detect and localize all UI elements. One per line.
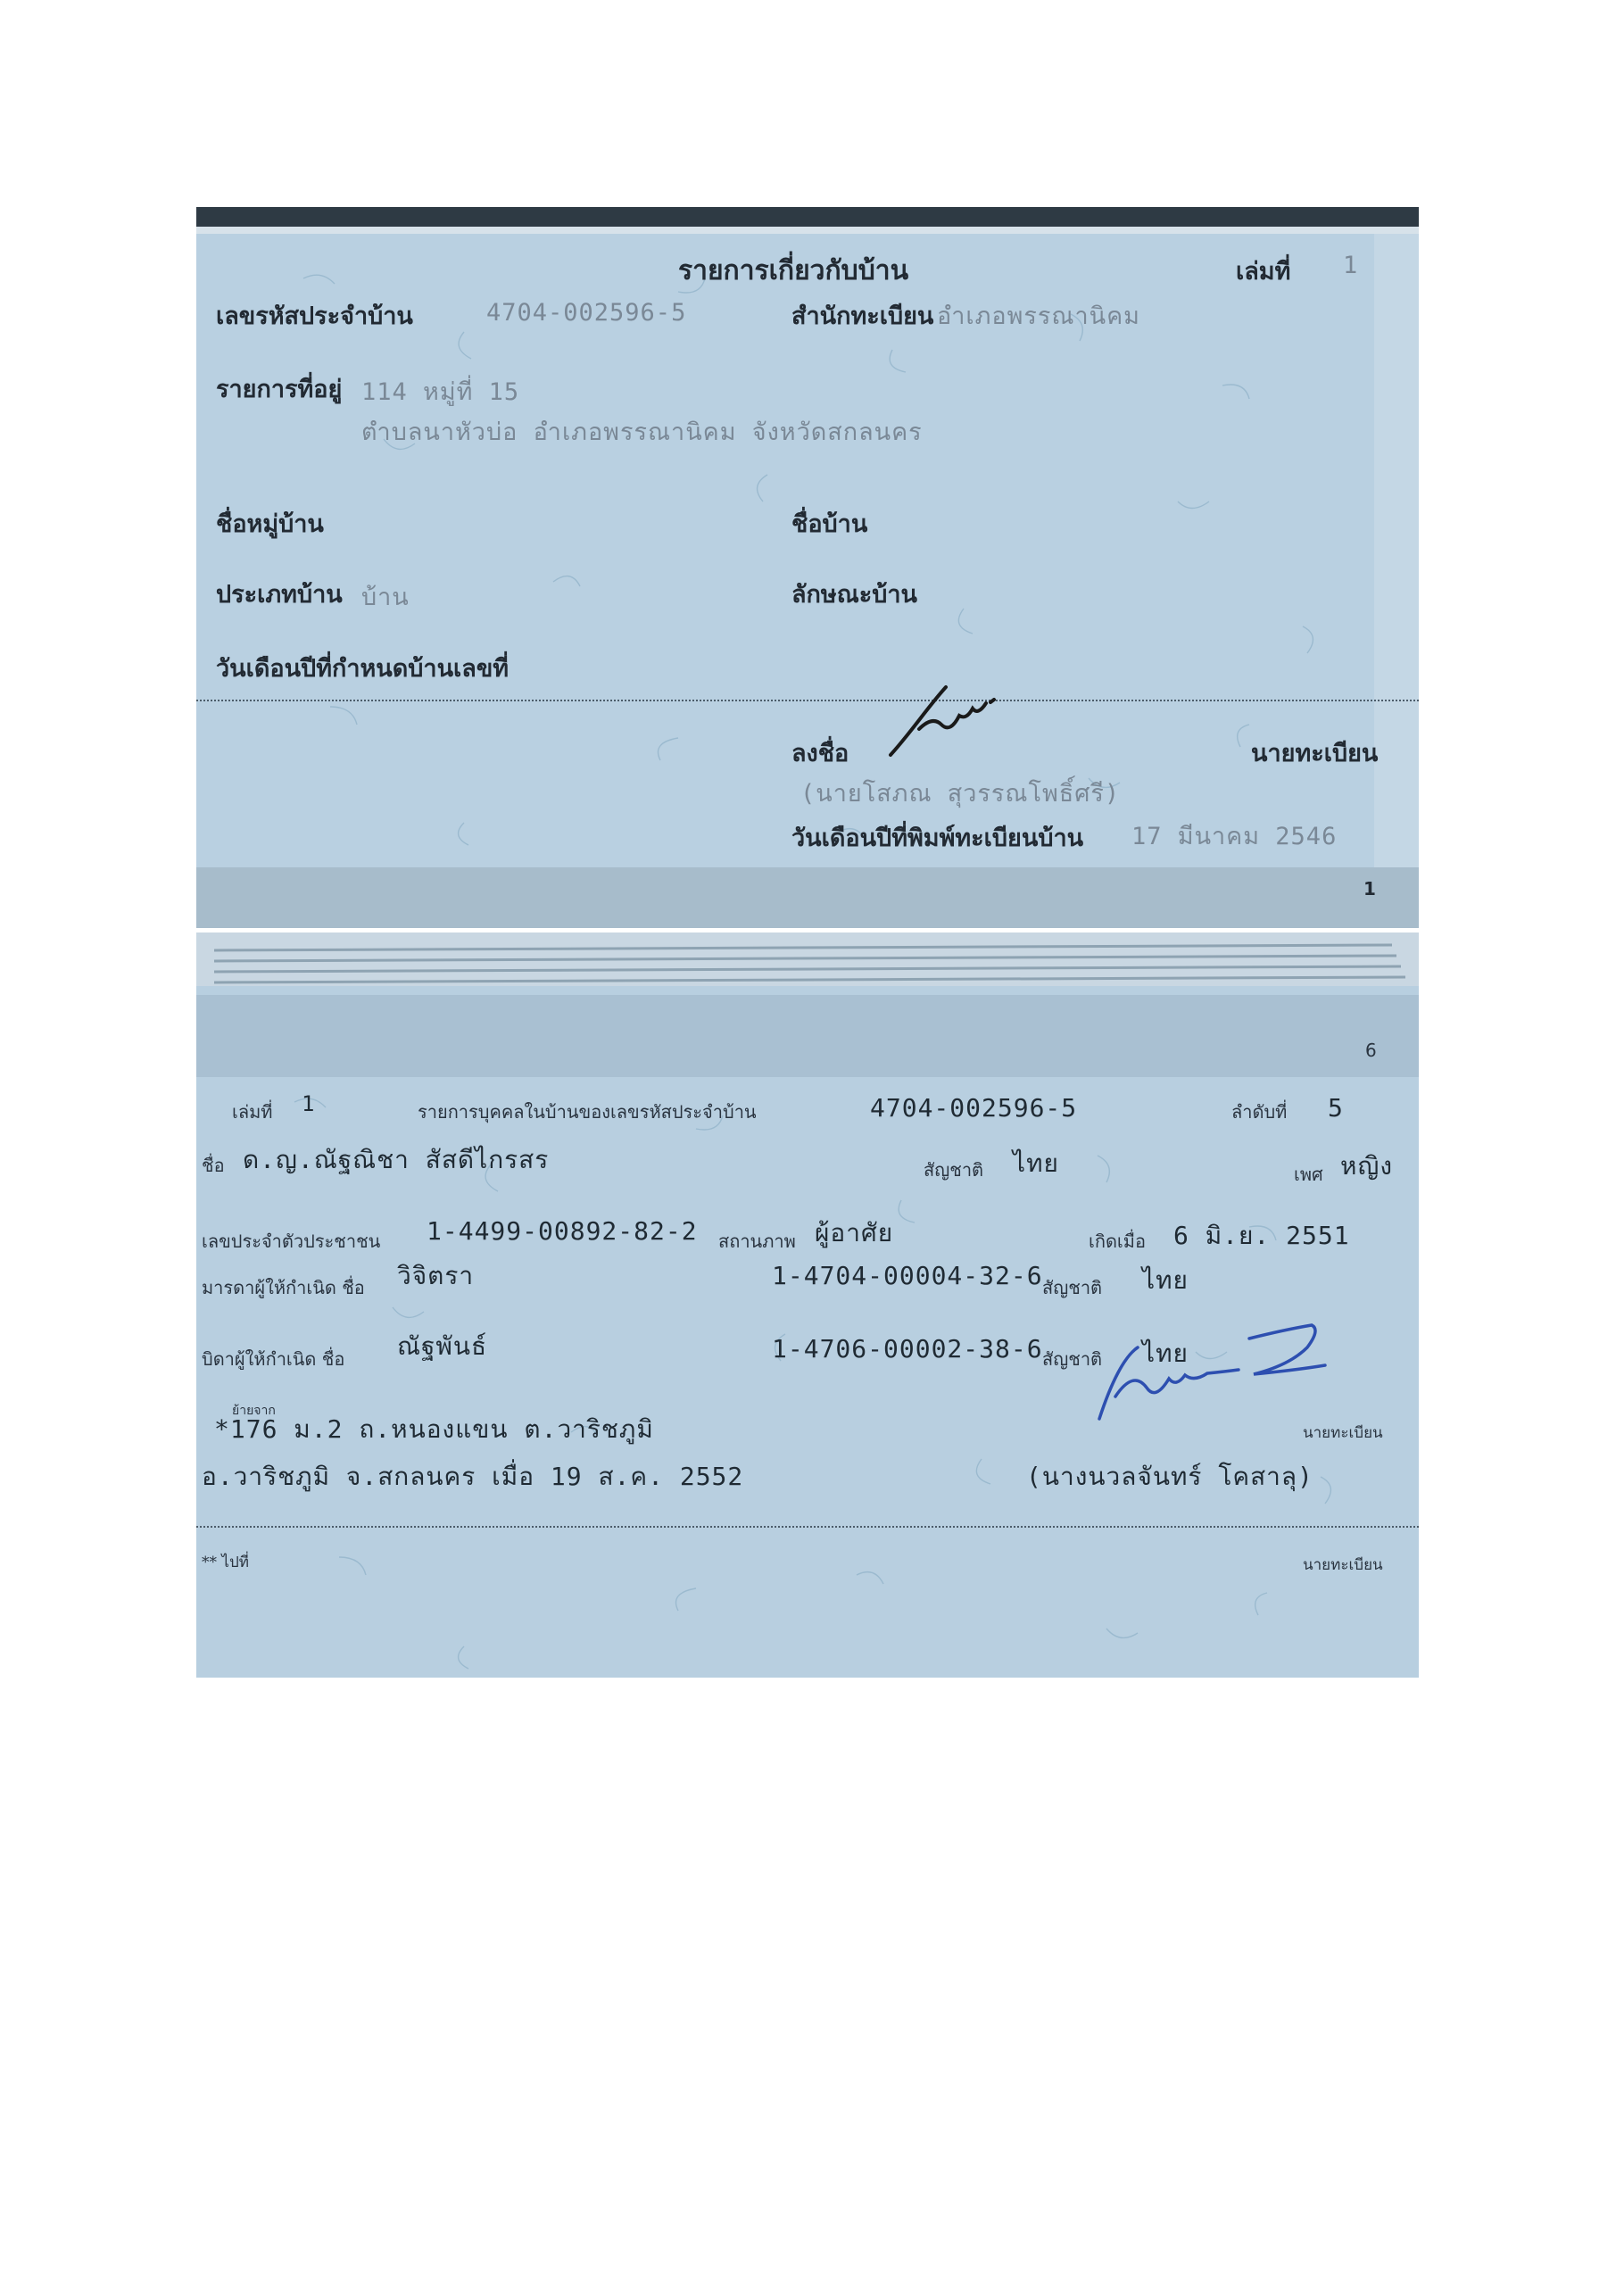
address-label: รายการที่อยู่	[216, 376, 343, 403]
registry-office-label: สำนักทะเบียน	[791, 303, 934, 330]
assigned-date-label: วันเดือนปีที่กำหนดบ้านเลขที่	[216, 655, 510, 683]
book-number: 1	[1343, 252, 1359, 279]
seq-label: ลำดับที่	[1231, 1101, 1288, 1123]
house-code-2: 4704-002596-5	[870, 1093, 1078, 1123]
registrar-title-2a: นายทะเบียน	[1303, 1424, 1383, 1442]
father-nationality: ไทย	[1142, 1339, 1189, 1368]
address-line-1: 114 หมู่ที่ 15	[361, 378, 520, 406]
moved-to-label: ** ไปที่	[202, 1554, 249, 1571]
nationality-label: สัญชาติ	[924, 1159, 984, 1181]
sex: หญิง	[1340, 1151, 1393, 1181]
registrar-title-2b: นายทะเบียน	[1303, 1556, 1383, 1574]
birth-date: 6 มิ.ย. 2551	[1173, 1221, 1350, 1250]
father-nationality-label: สัญชาติ	[1042, 1348, 1103, 1370]
person-name: ด.ญ.ณัฐณิชา สัสดีไกรสร	[243, 1145, 550, 1174]
registrar-name: (นายโสภณ สุวรรณโพธิ์ศรี)	[800, 780, 1121, 808]
mother-name: วิจิตรา	[397, 1261, 475, 1290]
divider	[196, 700, 1419, 701]
father-id: 1-4706-00002-38-6	[772, 1334, 1043, 1364]
house-code: 4704-002596-5	[486, 299, 687, 327]
person-record-page	[196, 932, 1419, 1678]
move-line-1: *176 ม.2 ถ.หนองแขน ต.วาริชภูมิ	[214, 1414, 654, 1444]
book-number-2: 1	[302, 1091, 316, 1116]
moved-from-label: ย้ายจาก	[232, 1404, 276, 1418]
id-label: เลขประจำตัวประชาชน	[202, 1231, 381, 1252]
father-name: ณัฐพันธ์	[397, 1331, 488, 1361]
registry-office: อำเภอพรรณานิคม	[937, 303, 1140, 330]
house-name-label: ชื่อบ้าน	[791, 510, 868, 538]
seq-number: 5	[1328, 1093, 1344, 1123]
page-number-2: 6	[1365, 1040, 1377, 1061]
signature-image-2	[1089, 1312, 1356, 1428]
mother-id: 1-4704-00004-32-6	[772, 1261, 1043, 1290]
status: ผู้อาศัย	[815, 1218, 894, 1247]
mother-label: มารดาผู้ให้กำเนิด ชื่อ	[202, 1277, 365, 1298]
id-number: 1-4499-00892-82-2	[427, 1216, 698, 1246]
house-type: บ้าน	[361, 584, 410, 611]
book-label: เล่มที่	[1236, 258, 1291, 286]
mother-nationality: ไทย	[1142, 1265, 1189, 1295]
nationality: ไทย	[1013, 1148, 1059, 1178]
registrar-title: นายทะเบียน	[1251, 740, 1379, 767]
house-info-page	[196, 207, 1419, 928]
print-date: 17 มีนาคม 2546	[1131, 823, 1338, 850]
print-date-label: วันเดือนปีที่พิมพ์ทะเบียนบ้าน	[791, 825, 1084, 852]
mother-nationality-label: สัญชาติ	[1042, 1277, 1103, 1298]
paper-texture-2	[196, 932, 1419, 1678]
book-label-2: เล่มที่	[232, 1101, 273, 1123]
house-character-label: ลักษณะบ้าน	[791, 581, 917, 609]
name-label: ชื่อ	[202, 1155, 225, 1176]
move-line-2: อ.วาริชภูมิ จ.สกลนคร เมื่อ 19 ส.ค. 2552	[202, 1462, 744, 1491]
signature-image	[883, 680, 1008, 760]
birth-label: เกิดเมื่อ	[1089, 1231, 1146, 1252]
house-code-label: เลขรหัสประจำบ้าน	[216, 303, 413, 330]
house-type-label: ประเภทบ้าน	[216, 581, 343, 609]
page-heading: รายการเกี่ยวกับบ้าน	[678, 255, 909, 286]
registrar-name-2: (นางนวลจันทร์ โคสาลุ)	[1026, 1462, 1313, 1491]
village-label: ชื่อหมู่บ้าน	[216, 510, 324, 538]
father-label: บิดาผู้ให้กำเนิด ชื่อ	[202, 1348, 345, 1370]
persons-heading: รายการบุคคลในบ้านของเลขรหัสประจำบ้าน	[418, 1101, 757, 1123]
address-line-2: ตำบลนาหัวบ่อ อำเภอพรรณานิคม จังหวัดสกลนคร	[361, 419, 923, 446]
page-number: 1	[1363, 878, 1376, 899]
sex-label: เพศ	[1294, 1164, 1323, 1185]
divider-2	[196, 1526, 1419, 1528]
sign-label: ลงชื่อ	[791, 740, 849, 767]
status-label: สถานภาพ	[718, 1231, 796, 1252]
